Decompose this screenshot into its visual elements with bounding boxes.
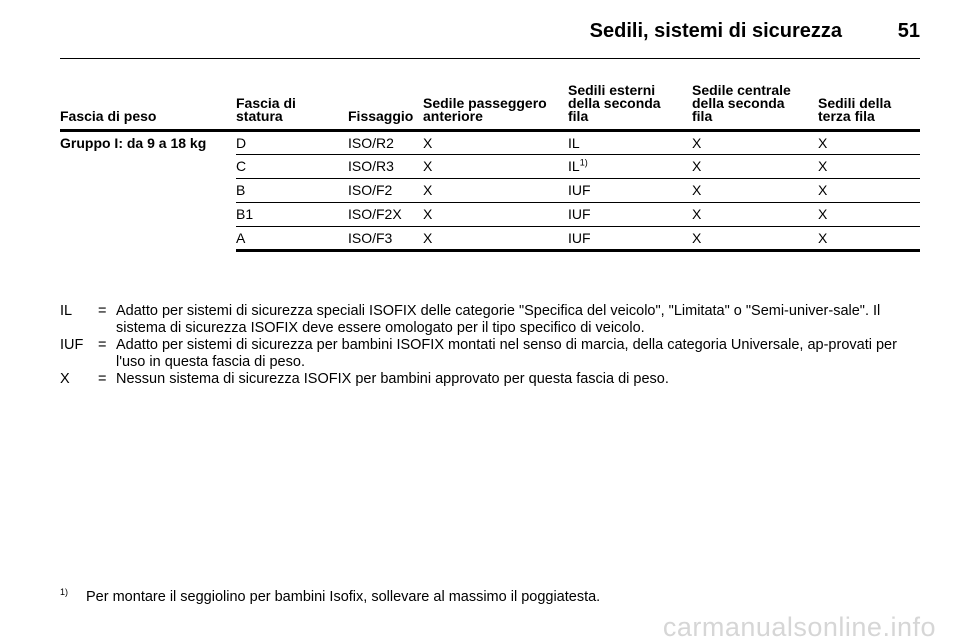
legend-text: Adatto per sistemi di sicurezza per bambini ISOFIX montati nel senso di marcia, della categoria Universale, ap-provati per l'uso in questa fascia di peso. [116, 337, 897, 370]
cell-esterni: IUF [568, 227, 692, 251]
legend-item [60, 337, 920, 371]
footnote [60, 589, 600, 605]
cell-statura: A [236, 227, 348, 251]
page-header [60, 18, 920, 59]
legend-item [60, 371, 920, 388]
cell-fissaggio: ISO/F2X [348, 203, 423, 227]
legend-text: Adatto per sistemi di sicurezza speciali ISOFIX delle categorie "Specifica del veicolo", "Limitata" o "Semi-univer-sale". Il sistema di sicurezza ISOFIX deve essere omologato per il tipo specifico di veicolo. [116, 303, 881, 336]
page-number: 51 [897, 20, 920, 42]
header-sedili-terza-fila: Sedili della terza fila [818, 84, 920, 131]
cell-esterni: IUF [568, 203, 692, 227]
group-cell: Gruppo I: da 9 a 18 kg [60, 135, 207, 151]
cell-passeggero: X [423, 131, 568, 155]
legend-equals: = [98, 337, 107, 353]
cell-statura: D [236, 131, 348, 155]
cell-fissaggio: ISO/F2 [348, 179, 423, 203]
section-title: Sedili, sistemi di sicurezza [589, 20, 842, 42]
cell-passeggero: X [423, 227, 568, 251]
legend-abbr: IUF [60, 337, 84, 353]
cell-fissaggio: ISO/R2 [348, 131, 423, 155]
cell-passeggero: X [423, 203, 568, 227]
header-fascia-peso: Fascia di peso [60, 84, 236, 131]
cell-esterni: IL [568, 131, 692, 155]
legend-abbr: IL [60, 303, 73, 319]
footnote-mark: 1) [60, 587, 69, 598]
cell-terza: X [818, 131, 920, 155]
table-row [60, 131, 920, 155]
header-fascia-statura: Fascia di statura [236, 84, 348, 131]
cell-fissaggio: ISO/R3 [348, 155, 423, 179]
legend-equals: = [98, 303, 107, 319]
cell-terza: X [818, 179, 920, 203]
header-sedile-centrale: Sedile centrale della seconda fila [692, 84, 818, 131]
cell-centrale: X [692, 155, 818, 179]
footnote-text: Per montare il seggiolino per bambini Isofix, sollevare al massimo il poggiatesta. [86, 589, 601, 605]
table-header-row [60, 84, 920, 131]
cell-esterni: IL$^{1)}$ [568, 155, 692, 179]
watermark: carmanualsonline.info [662, 612, 936, 642]
cell-centrale: X [692, 131, 818, 155]
cell-statura: B1 [236, 203, 348, 227]
cell-centrale: X [692, 227, 818, 251]
cell-statura: B [236, 179, 348, 203]
header-sedile-passeggero: Sedile passeggero anteriore [423, 84, 568, 131]
cell-fissaggio: ISO/F3 [348, 227, 423, 251]
cell-passeggero: X [423, 179, 568, 203]
legend-text: Nessun sistema di sicurezza ISOFIX per bambini approvato per questa fascia di peso. [116, 371, 669, 387]
cell-centrale: X [692, 203, 818, 227]
cell-statura: C [236, 155, 348, 179]
header-sedili-esterni: Sedili esterni della seconda fila [568, 84, 692, 131]
legend [60, 303, 920, 388]
footnote-ref: 1) [579, 157, 588, 168]
cell-esterni: IUF [568, 179, 692, 203]
legend-equals: = [98, 371, 107, 387]
cell-terza: X [818, 155, 920, 179]
legend-abbr: X [60, 371, 70, 387]
header-fissaggio: Fissaggio [348, 84, 423, 131]
cell-centrale: X [692, 179, 818, 203]
cell-passeggero: X [423, 155, 568, 179]
isofix-table [60, 84, 920, 252]
cell-terza: X [818, 227, 920, 251]
cell-terza: X [818, 203, 920, 227]
legend-item [60, 303, 920, 337]
